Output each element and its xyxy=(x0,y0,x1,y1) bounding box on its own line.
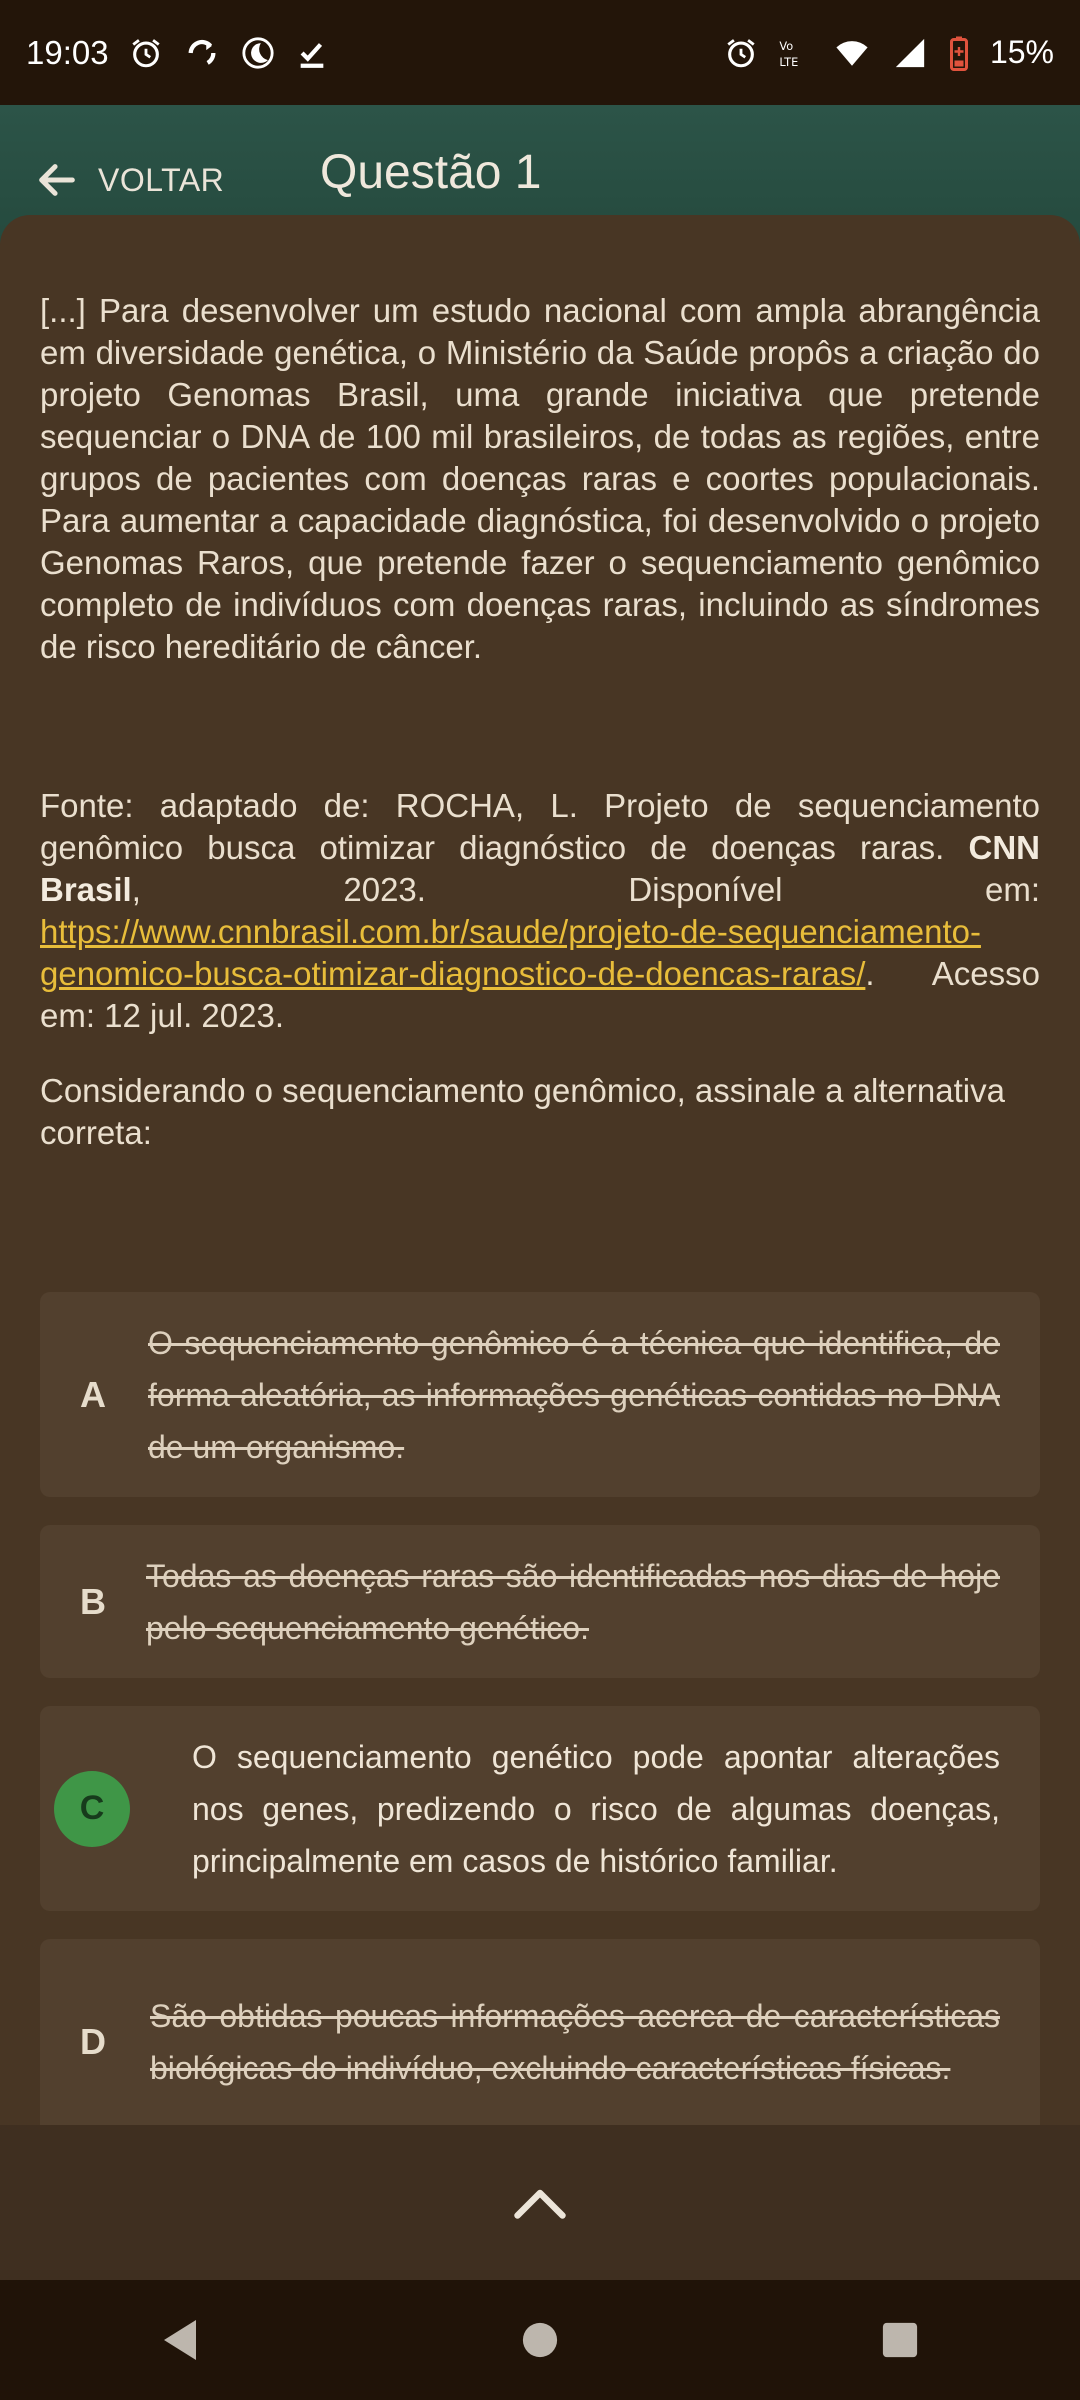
source-outlet: CNN Brasil xyxy=(40,829,1040,908)
status-bar xyxy=(0,0,1080,105)
nav-home-icon[interactable] xyxy=(480,2290,600,2390)
page-title: Questão 1 xyxy=(320,146,542,199)
option-c[interactable] xyxy=(40,1706,1040,1911)
option-b[interactable] xyxy=(40,1525,1040,1678)
battery-low-icon xyxy=(948,35,970,71)
status-time: 19:03 xyxy=(26,33,109,71)
alarm-icon xyxy=(724,36,758,70)
cell-signal-icon xyxy=(892,36,928,70)
source-suffix: . Acesso em: 12 jul. 2023. xyxy=(40,955,1040,1034)
option-text: Todas as doenças raras são identificadas nos dias de hoje pelo sequenciamento genético. xyxy=(146,1557,1000,1646)
battery-percentage: 15% xyxy=(989,34,1054,70)
source-link[interactable]: https://www.cnnbrasil.com.br/saude/projeto-de-sequenciamento-genomico-busca-otimizar-diagnostico-de-doencas-raras/ xyxy=(40,913,981,992)
arrow-left-icon xyxy=(34,157,80,203)
system-navigation-bar xyxy=(0,2280,1080,2400)
option-text: O sequenciamento genômico é a técnica que identifica, de forma aleatória, as informações genéticas contidas no DNA de um organismo. xyxy=(148,1324,1000,1465)
wifi-icon xyxy=(832,36,872,70)
option-text: São obtidas poucas informações acerca de características biológicas do indivíduo, excluindo características físicas. xyxy=(150,1997,1000,2086)
option-letter: D xyxy=(80,2020,106,2062)
question-source xyxy=(40,785,1040,1037)
chevron-up-icon[interactable] xyxy=(510,2183,570,2223)
question-passage: [...] Para desenvolver um estudo nacional com ampla abrangência em diversidade genética, o Ministério da Saúde propôs a criação do projeto Genomas Brasil, uma grande iniciativa que pretende sequenciar o DNA de 100 mil brasileiros, de todas as regiões, entre grupos de pacientes com doenças raras e coortes populacionais. Para aumentar a capacidade diagnóstica, foi desenvolvido o projeto Genomas Raros, que pretende fazer o sequenciamento genômico completo de indivíduos com doenças raras, incluindo as síndromes de risco hereditário de câncer. xyxy=(40,292,1040,665)
back-button-label: VOLTAR xyxy=(98,161,225,198)
sync-icon xyxy=(183,36,221,70)
option-text: O sequenciamento genético pode apontar alterações nos genes, predizendo o risco de algumas doenças, principalmente em casos de histórico familiar. xyxy=(192,1738,1000,1879)
night-mode-icon xyxy=(241,36,275,70)
volte-icon xyxy=(778,36,812,70)
source-prefix: Fonte: adaptado de: ROCHA, L. Projeto de sequenciamento genômico busca otimizar diagnóstico de doenças raras. xyxy=(40,787,1040,866)
status-bar-left xyxy=(26,34,329,72)
download-done-icon xyxy=(295,36,329,70)
correct-answer-badge: C xyxy=(54,1771,130,1847)
question-content xyxy=(0,215,1080,2125)
svg-text:LTE: LTE xyxy=(779,54,799,69)
bottom-sheet-bar xyxy=(0,2125,1080,2280)
svg-text:Vo: Vo xyxy=(779,38,794,53)
option-letter: A xyxy=(80,1373,106,1415)
nav-back-icon[interactable] xyxy=(120,2290,240,2390)
alarm-icon xyxy=(129,36,163,70)
option-d[interactable] xyxy=(40,1939,1040,2125)
nav-recents-icon[interactable] xyxy=(840,2290,960,2390)
question-prompt: Considerando o sequenciamento genômico, assinale a alternativa correta: xyxy=(40,1072,1005,1151)
status-bar-right xyxy=(724,34,1054,71)
option-letter: B xyxy=(80,1580,106,1622)
back-button[interactable] xyxy=(34,150,224,210)
option-a[interactable] xyxy=(40,1292,1040,1497)
source-middle: , 2023. Disponível em: xyxy=(131,871,1040,908)
